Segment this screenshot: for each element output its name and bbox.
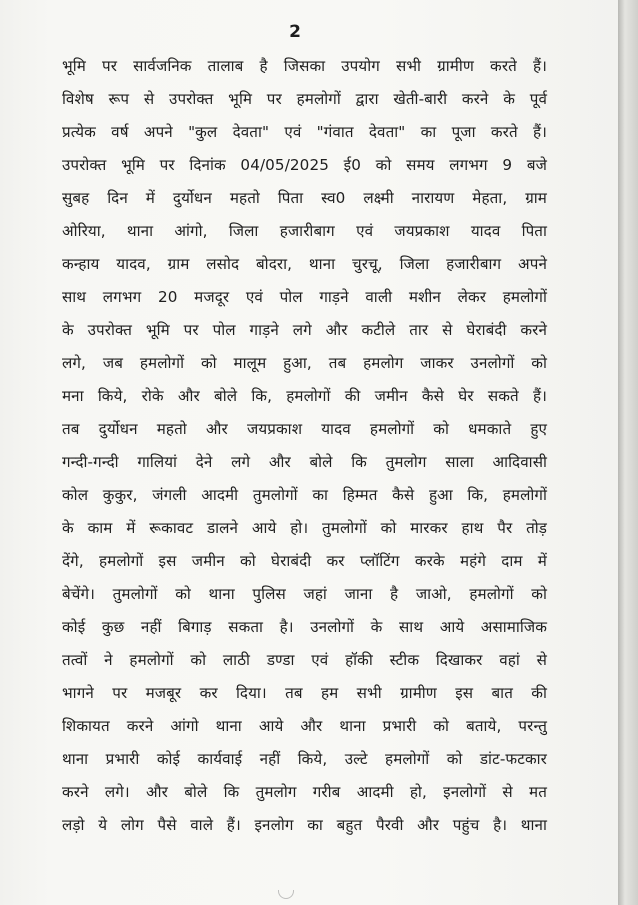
text-line: के उपरोक्त भूमि पर पोल गाड़ने लगे और कटीले तार से घेराबंदी करने — [62, 321, 547, 339]
text-line: लगे, जब हमलोगों को मालूम हुआ, तब हमलोग जाकर उनलोगों को — [62, 354, 547, 372]
text-line: प्रत्येक वर्ष अपने "कुल देवता" एवं "गंवात देवता" का पूजा करते हैं। — [62, 123, 547, 141]
body-text — [62, 50, 547, 842]
text-line: गन्दी-गन्दी गालियां देने लगे और बोले कि तुमलोग साला आदिवासी — [62, 453, 547, 471]
text-line: थाना प्रभारी कोई कार्यवाई नहीं किये, उल्टे हमलोगों को डांट-फटकार — [62, 750, 547, 768]
text-line: भूमि पर सार्वजनिक तालाब है जिसका उपयोग सभी ग्रामीण करते हैं। — [62, 57, 547, 75]
text-line: साथ लगभग 20 मजदूर एवं पोल गाड़ने वाली मशीन लेकर हमलोगों — [62, 288, 547, 306]
page-number: 2 — [289, 22, 301, 42]
text-line: सुबह दिन में दुर्योधन महतो पिता स्व0 लक्ष्मी नारायण मेहता, ग्राम — [62, 189, 547, 207]
text-line: कन्हाय यादव, ग्राम लसोद बोदरा, थाना चुरचू, जिला हजारीबाग अपने — [62, 255, 547, 273]
text-line: करने लगे। और बोले कि तुमलोग गरीब आदमी हो, इनलोगों से मत — [62, 783, 547, 801]
text-line: तब दुर्योधन महतो और जयप्रकाश यादव हमलोगों को धमकाते हुए — [62, 420, 547, 438]
text-line: ओरिया, थाना आंगो, जिला हजारीबाग एवं जयप्रकाश यादव पिता — [62, 222, 547, 240]
text-line: शिकायत करने आंगो थाना आये और थाना प्रभारी को बताये, परन्तु — [62, 717, 547, 735]
text-line: विशेष रूप से उपरोक्त भूमि पर हमलोगों द्वारा खेती-बारी करने के पूर्व — [62, 90, 547, 108]
pen-mark — [278, 890, 294, 899]
text-line: कोई कुछ नहीं बिगाड़ सकता है। उनलोगों के साथ आये असामाजिक — [62, 618, 547, 636]
text-line: मना किये, रोके और बोले कि, हमलोगों की जमीन कैसे घेर सकते हैं। — [62, 387, 547, 405]
text-line: के काम में रूकावट डालने आये हो। तुमलोगों को मारकर हाथ पैर तोड़ — [62, 519, 547, 537]
text-line: लड़ो ये लोग पैसे वाले हैं। इनलोग का बहुत पैरवी और पहुंच है। थाना — [62, 816, 547, 834]
text-line: बेचेंगे। तुमलोगों को थाना पुलिस जहां जाना है जाओ, हमलोगों को — [62, 585, 547, 603]
text-line: उपरोक्त भूमि पर दिनांक 04/05/2025 ई0 को समय लगभग 9 बजे — [62, 156, 547, 174]
text-line: तत्वों ने हमलोगों को लाठी डण्डा एवं हॉकी स्टीक दिखाकर वहां से — [62, 651, 547, 669]
page-edge — [618, 0, 638, 905]
text-line: देंगे, हमलोगों इस जमीन को घेराबंदी कर प्लॉटिंग करके महंगे दाम में — [62, 552, 547, 570]
text-line: कोल कुकुर, जंगली आदमी तुमलोगों का हिम्मत कैसे हुआ कि, हमलोगों — [62, 486, 547, 504]
text-line: भागने पर मजबूर कर दिया। तब हम सभी ग्रामीण इस बात की — [62, 684, 547, 702]
